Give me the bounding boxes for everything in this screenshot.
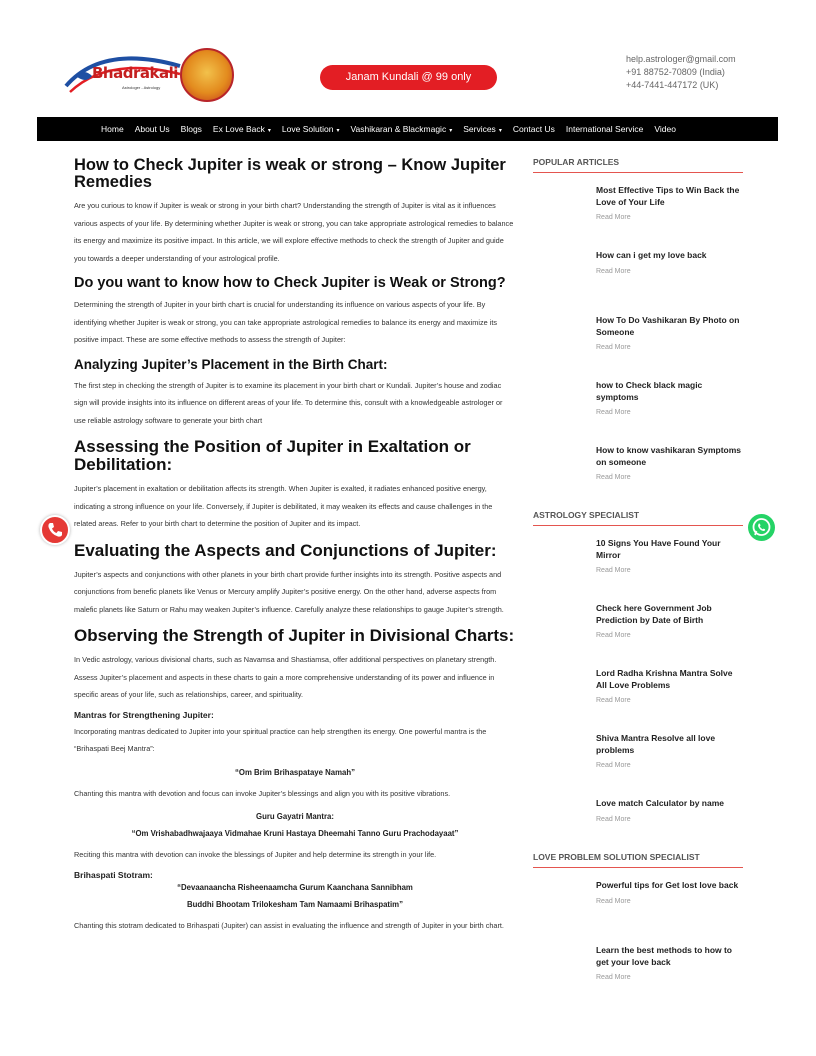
deity-emblem-icon <box>180 48 234 102</box>
list-item[interactable] <box>533 538 743 590</box>
read-more-link[interactable]: Read More <box>596 409 631 416</box>
logo-text: Bhadrakali <box>92 64 178 82</box>
section-heading: Do you want to know how to Check Jupiter is Weak or Strong? <box>74 275 506 291</box>
list-item[interactable] <box>533 185 743 237</box>
mantras-text: Incorporating mantras dedicated to Jupiter into your spiritual practice can help strengthen its energy. One powerful mantra is the “Brihaspati Beej Mantra”: <box>74 726 487 753</box>
chevron-down-icon: ▾ <box>267 128 271 134</box>
thumbnail[interactable] <box>533 315 587 367</box>
phone-icon <box>42 517 68 543</box>
article-link[interactable]: How to know vashikaran Symptoms on someone <box>596 445 742 467</box>
section-text: Determining the strength of Jupiter in your birth chart is crucial for understanding its influence on various aspects of your life. By identifying whether Jupiter is weak or strong, you can take appropriate astrological remedies to balance its energy and maximize its positive impact. These are some effective methods to assess the strength of Jupiter: <box>74 300 498 344</box>
thumbnail[interactable] <box>533 185 587 237</box>
read-more-link[interactable]: Read More <box>596 567 631 574</box>
article-link[interactable]: Love match Calculator by name <box>596 798 725 808</box>
list-item[interactable] <box>533 798 743 828</box>
article <box>74 157 516 934</box>
nav-home[interactable]: Home <box>101 124 124 134</box>
list-item[interactable] <box>533 603 743 655</box>
nav-love-solution[interactable] <box>282 124 340 134</box>
nav-international[interactable]: International Service <box>565 124 644 134</box>
nav-video[interactable]: Video <box>654 124 676 134</box>
nav-blogs[interactable]: Blogs <box>180 124 202 134</box>
nav-about[interactable]: About Us <box>134 124 170 134</box>
section-text: In Vedic astrology, various divisional charts, such as Navamsa and Shastiamsa, offer additional perspectives on planetary strength. Assess Jupiter’s placement and aspects in these charts to gain a more comprehensive understanding of its power and influence in specific areas of your life, such as relationships, career, and spirituality. <box>74 655 497 699</box>
article-link[interactable]: Powerful tips for Get lost love back <box>596 880 739 890</box>
popular-articles-heading: POPULAR ARTICLES <box>533 157 743 173</box>
stotram-heading: Brihaspati Stotram: <box>74 869 153 880</box>
nav-ex-love-back[interactable] <box>213 124 271 134</box>
article-link[interactable]: Lord Radha Krishna Mantra Solve All Love Problems <box>596 668 733 690</box>
article-link[interactable]: Shiva Mantra Resolve all love problems <box>596 733 716 755</box>
janam-kundali-button[interactable]: Janam Kundali @ 99 only <box>320 65 497 90</box>
article-link[interactable]: how to Check black magic symptoms <box>596 380 703 402</box>
section-text: Jupiter’s placement in exaltation or debilitation affects its strength. When Jupiter is exalted, it radiates enhanced positive energy, indicating a strong influence on your life. Conversely, if Jupiter is debilitated, it may weaken its effects and cause challenges in the related areas. Refer to your birth chart to determine the position of Jupiter and its impact. <box>74 484 493 528</box>
list-item[interactable] <box>533 945 743 997</box>
chevron-down-icon: ▾ <box>449 128 453 134</box>
thumbnail[interactable] <box>533 538 587 590</box>
sidebar <box>533 157 743 1010</box>
email-link[interactable]: help.astrologer@gmail.com <box>626 54 736 64</box>
thumbnail[interactable] <box>533 445 587 497</box>
article-link[interactable]: Learn the best methods to how to get your love back <box>596 945 733 967</box>
mantras-heading: Mantras for Strengthening Jupiter: <box>74 709 214 720</box>
site-header <box>0 0 816 116</box>
read-more-link[interactable]: Read More <box>596 815 631 823</box>
page-title: How to Check Jupiter is weak or strong – Know Jupiter Remedies <box>74 156 506 191</box>
whatsapp-button[interactable] <box>748 514 775 541</box>
stotram-line: Buddhi Bhootam Trilokesham Tam Namaami Brihaspatim” <box>186 899 404 909</box>
section-heading: Assessing the Position of Jupiter in Exaltation or Debilitation: <box>74 437 471 474</box>
thumbnail[interactable] <box>533 668 587 720</box>
read-more-link[interactable]: Read More <box>596 632 631 639</box>
read-more-link[interactable]: Read More <box>596 214 631 221</box>
thumbnail[interactable] <box>533 733 587 785</box>
nav-ex-love-back-label: Ex Love Back <box>212 124 265 134</box>
chevron-down-icon: ▾ <box>498 128 502 134</box>
article-link[interactable]: How can i get my love back <box>596 250 707 260</box>
logo-subtitle: Astrologer - Astrology <box>122 85 161 90</box>
section-heading: Evaluating the Aspects and Conjunctions of Jupiter: <box>74 540 497 560</box>
astrology-specialist-heading: ASTROLOGY SPECIALIST <box>533 510 743 526</box>
list-item[interactable] <box>533 668 743 720</box>
nav-vashikaran[interactable] <box>350 124 452 134</box>
list-item[interactable] <box>533 250 743 302</box>
read-more-link[interactable]: Read More <box>596 974 631 981</box>
thumbnail[interactable] <box>533 380 587 432</box>
gayatri-mantra: “Om Vrishabadhwajaaya Vidmahae Kruni Hastaya Dheemahi Tanno Guru Prachodayaat” <box>131 829 459 838</box>
beej-mantra: “Om Brim Brihaspataye Namah” <box>234 767 356 777</box>
section-text: The first step in checking the strength of Jupiter is to examine its placement in your birth chart or Kundali. Jupiter’s house and zodiac sign will provide insights into its influence on different areas of your life. To determine this, consult with a knowledgeable astrologer or use reliable astrology software to generate your birth chart <box>74 380 503 425</box>
thumbnail[interactable] <box>533 250 587 302</box>
site-logo[interactable] <box>62 48 237 106</box>
love-problem-heading: LOVE PROBLEM SOLUTION SPECIALIST <box>533 852 743 868</box>
article-intro: Are you curious to know if Jupiter is weak or strong in your birth chart? Understanding the strength of Jupiter is vital as it influences various aspects of your life. By determining whether Jupiter is weak or strong, you can take appropriate astrological remedies to balance its energy and maximize its positive impact. In this article, we will explore effective methods to check the strength of Jupiter and guide you towards a deeper understanding of your astrological profile. <box>74 201 514 263</box>
gayatri-heading: Guru Gayatri Mantra: <box>256 812 334 821</box>
list-item[interactable] <box>533 733 743 785</box>
contact-info <box>626 53 736 92</box>
section-heading: Analyzing Jupiter’s Placement in the Birth Chart: <box>74 356 388 372</box>
chevron-down-icon: ▾ <box>336 128 340 134</box>
list-item[interactable] <box>533 880 743 932</box>
list-item[interactable] <box>533 380 743 432</box>
phone-uk[interactable]: +44-7441-447172 (UK) <box>626 80 719 90</box>
nav-vashikaran-label: Vashikaran & Blackmagic <box>350 124 447 134</box>
thumbnail[interactable] <box>533 603 587 655</box>
nav-contact[interactable]: Contact Us <box>512 124 555 134</box>
read-more-link[interactable]: Read More <box>596 762 631 769</box>
section-text: Jupiter’s aspects and conjunctions with other planets in your birth chart provide further insights into its strength. Positive aspects and conjunctions from benefic planets like Venus or Mercury amplify Jupiter’s positive energy. On the other hand, adverse aspects from malefic planets like Saturn or Rahu may weaken Jupiter’s influence. Carefully analyze these relationships to gauge Jupiter’s strength. <box>74 569 504 614</box>
whatsapp-icon <box>748 514 775 541</box>
read-more-link[interactable]: Read More <box>596 267 631 275</box>
section-heading: Observing the Strength of Jupiter in Divisional Charts: <box>74 626 515 645</box>
thumbnail[interactable] <box>533 798 587 828</box>
main-nav <box>37 117 778 141</box>
nav-services[interactable] <box>463 124 502 134</box>
nav-love-solution-label: Love Solution <box>281 124 334 134</box>
thumbnail[interactable] <box>533 880 587 932</box>
read-more-link[interactable]: Read More <box>596 697 631 704</box>
read-more-link[interactable]: Read More <box>596 897 631 905</box>
article-link[interactable]: Check here Government Job Prediction by Date of Birth <box>596 603 712 625</box>
nav-services-label: Services <box>463 124 496 134</box>
call-button[interactable] <box>40 515 70 545</box>
article-link[interactable]: 10 Signs You Have Found Your Mirror <box>596 538 721 560</box>
thumbnail[interactable] <box>533 945 587 997</box>
phone-india[interactable]: +91 88752-70809 (India) <box>626 67 725 77</box>
article-link[interactable]: Most Effective Tips to Win Back the Love of Your Life <box>596 185 740 207</box>
list-item[interactable] <box>533 445 743 497</box>
stotram-line: “Devaanaancha Risheenaamcha Gurum Kaanchana Sannibham <box>177 882 413 892</box>
stotram-text: Chanting this stotram dedicated to Brihaspati (Jupiter) can assist in evaluating the influence and strength of Jupiter in your birth chart. <box>74 920 504 930</box>
beej-text: Chanting this mantra with devotion and focus can invoke Jupiter’s blessings and align you with its positive vibrations. <box>74 788 451 798</box>
read-more-link[interactable]: Read More <box>596 474 631 481</box>
gayatri-text: Reciting this mantra with devotion can invoke the blessings of Jupiter and help determine its strength in your life. <box>74 850 437 859</box>
read-more-link[interactable]: Read More <box>596 344 631 351</box>
article-link[interactable]: How To Do Vashikaran By Photo on Someone <box>596 315 740 337</box>
list-item[interactable] <box>533 315 743 367</box>
